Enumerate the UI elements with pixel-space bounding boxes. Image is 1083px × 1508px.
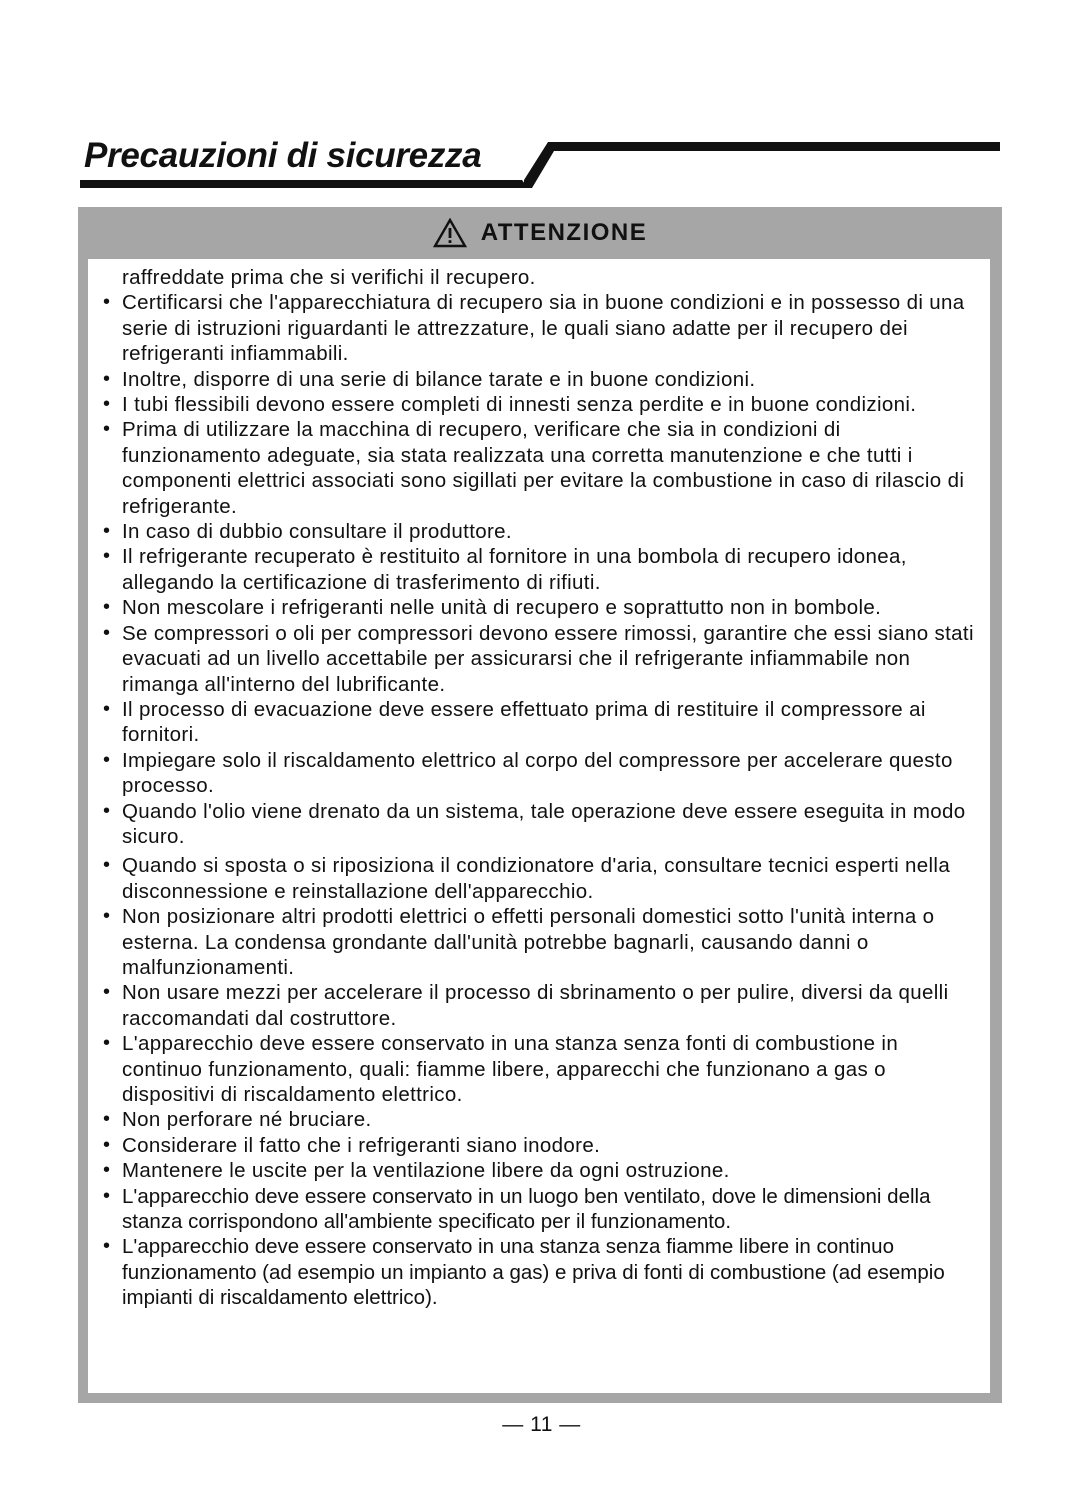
warning-panel	[78, 207, 1002, 1403]
list-item: • Quando si sposta o si riposiziona il condizionatore d'aria, consultare tecnici esperti nella disconnessione e reinstallazione dell'apparecchio.	[88, 853, 990, 904]
list-item-continuation: raffreddate prima che si verifichi il recupero.	[122, 266, 536, 289]
list-item: • Inoltre, disporre di una serie di bilance tarate e in buone condizioni.	[88, 367, 990, 392]
list-item: • Mantenere le uscite per la ventilazione libere da ogni ostruzione.	[88, 1158, 990, 1183]
list-item: • L'apparecchio deve essere conservato in un luogo ben ventilato, dove le dimensioni della stanza corrispondono all'ambiente specificato per il funzionamento.	[88, 1184, 990, 1235]
warning-panel-body	[88, 259, 990, 1393]
page-number: — 11 —	[502, 1413, 581, 1436]
page-title: Precauzioni di sicurezza	[84, 136, 482, 175]
list-item: • Il refrigerante recuperato è restituito al fornitore in una bombola di recupero idonea, allegando la certificazione di trasferimento di rifiuti.	[88, 544, 990, 595]
list-item: • Non perforare né bruciare.	[88, 1107, 990, 1132]
list-item: • Non usare mezzi per accelerare il processo di sbrinamento o per pulire, diversi da quelli raccomandati dal costruttore.	[88, 980, 990, 1031]
list-item: • L'apparecchio deve essere conservato in una stanza senza fiamme libere in continuo funzionamento (ad esempio un impianto a gas) e priva di fonti di combustione (ad esempio impianti di riscaldamento elettrico).	[88, 1234, 990, 1310]
list-item: • In caso di dubbio consultare il produttore.	[88, 519, 990, 544]
list-item: • Considerare il fatto che i refrigeranti siano inodore.	[88, 1133, 990, 1158]
list-item: • Prima di utilizzare la macchina di recupero, verificare che sia in condizioni di funzionamento adeguate, sia stata realizzata una corretta manutenzione e che tutti i componenti elettrici associati sono sigillati per evitare la combustione in caso di rilascio di refrigerante.	[88, 417, 990, 519]
list-item: • Impiegare solo il riscaldamento elettrico al corpo del compressore per accelerare questo processo.	[88, 748, 990, 799]
list-item: • Non mescolare i refrigeranti nelle unità di recupero e soprattutto non in bombole.	[88, 595, 990, 620]
list-item: • Non posizionare altri prodotti elettrici o effetti personali domestici sotto l'unità interna o esterna. La condensa grondante dall'unità potrebbe bagnarli, causando danni o malfunzionamenti.	[88, 904, 990, 980]
precautions-list	[88, 265, 990, 1311]
list-item: • L'apparecchio deve essere conservato in una stanza senza fonti di combustione in continuo funzionamento, quali: fiamme libere, apparecchi che funzionano a gas o dispositivi di riscaldamento elettrico.	[88, 1031, 990, 1107]
warning-label: ATTENZIONE	[480, 219, 648, 246]
list-item: • Se compressori o oli per compressori devono essere rimossi, garantire che essi siano stati evacuati ad un livello accettabile per assicurarsi che il refrigerante infiammabile non rimanga all'interno del lubrificante.	[88, 621, 990, 697]
warning-triangle-icon	[433, 218, 467, 248]
list-item: • Quando l'olio viene drenato da un sistema, tale operazione deve essere eseguita in modo sicuro.	[88, 799, 990, 850]
warning-panel-header	[78, 207, 1002, 259]
list-item: • Il processo di evacuazione deve essere effettuato prima di restituire il compressore ai fornitori.	[88, 697, 990, 748]
section-header	[80, 136, 1000, 192]
list-item: • I tubi flessibili devono essere completi di innesti senza perdite e in buone condizioni.	[88, 392, 990, 417]
list-item: • Certificarsi che l'apparecchiatura di recupero sia in buone condizioni e in possesso di una serie di istruzioni riguardanti le attrezzature, le quali siano adatte per il recupero dei refrigeranti infiammabili.	[88, 290, 990, 366]
